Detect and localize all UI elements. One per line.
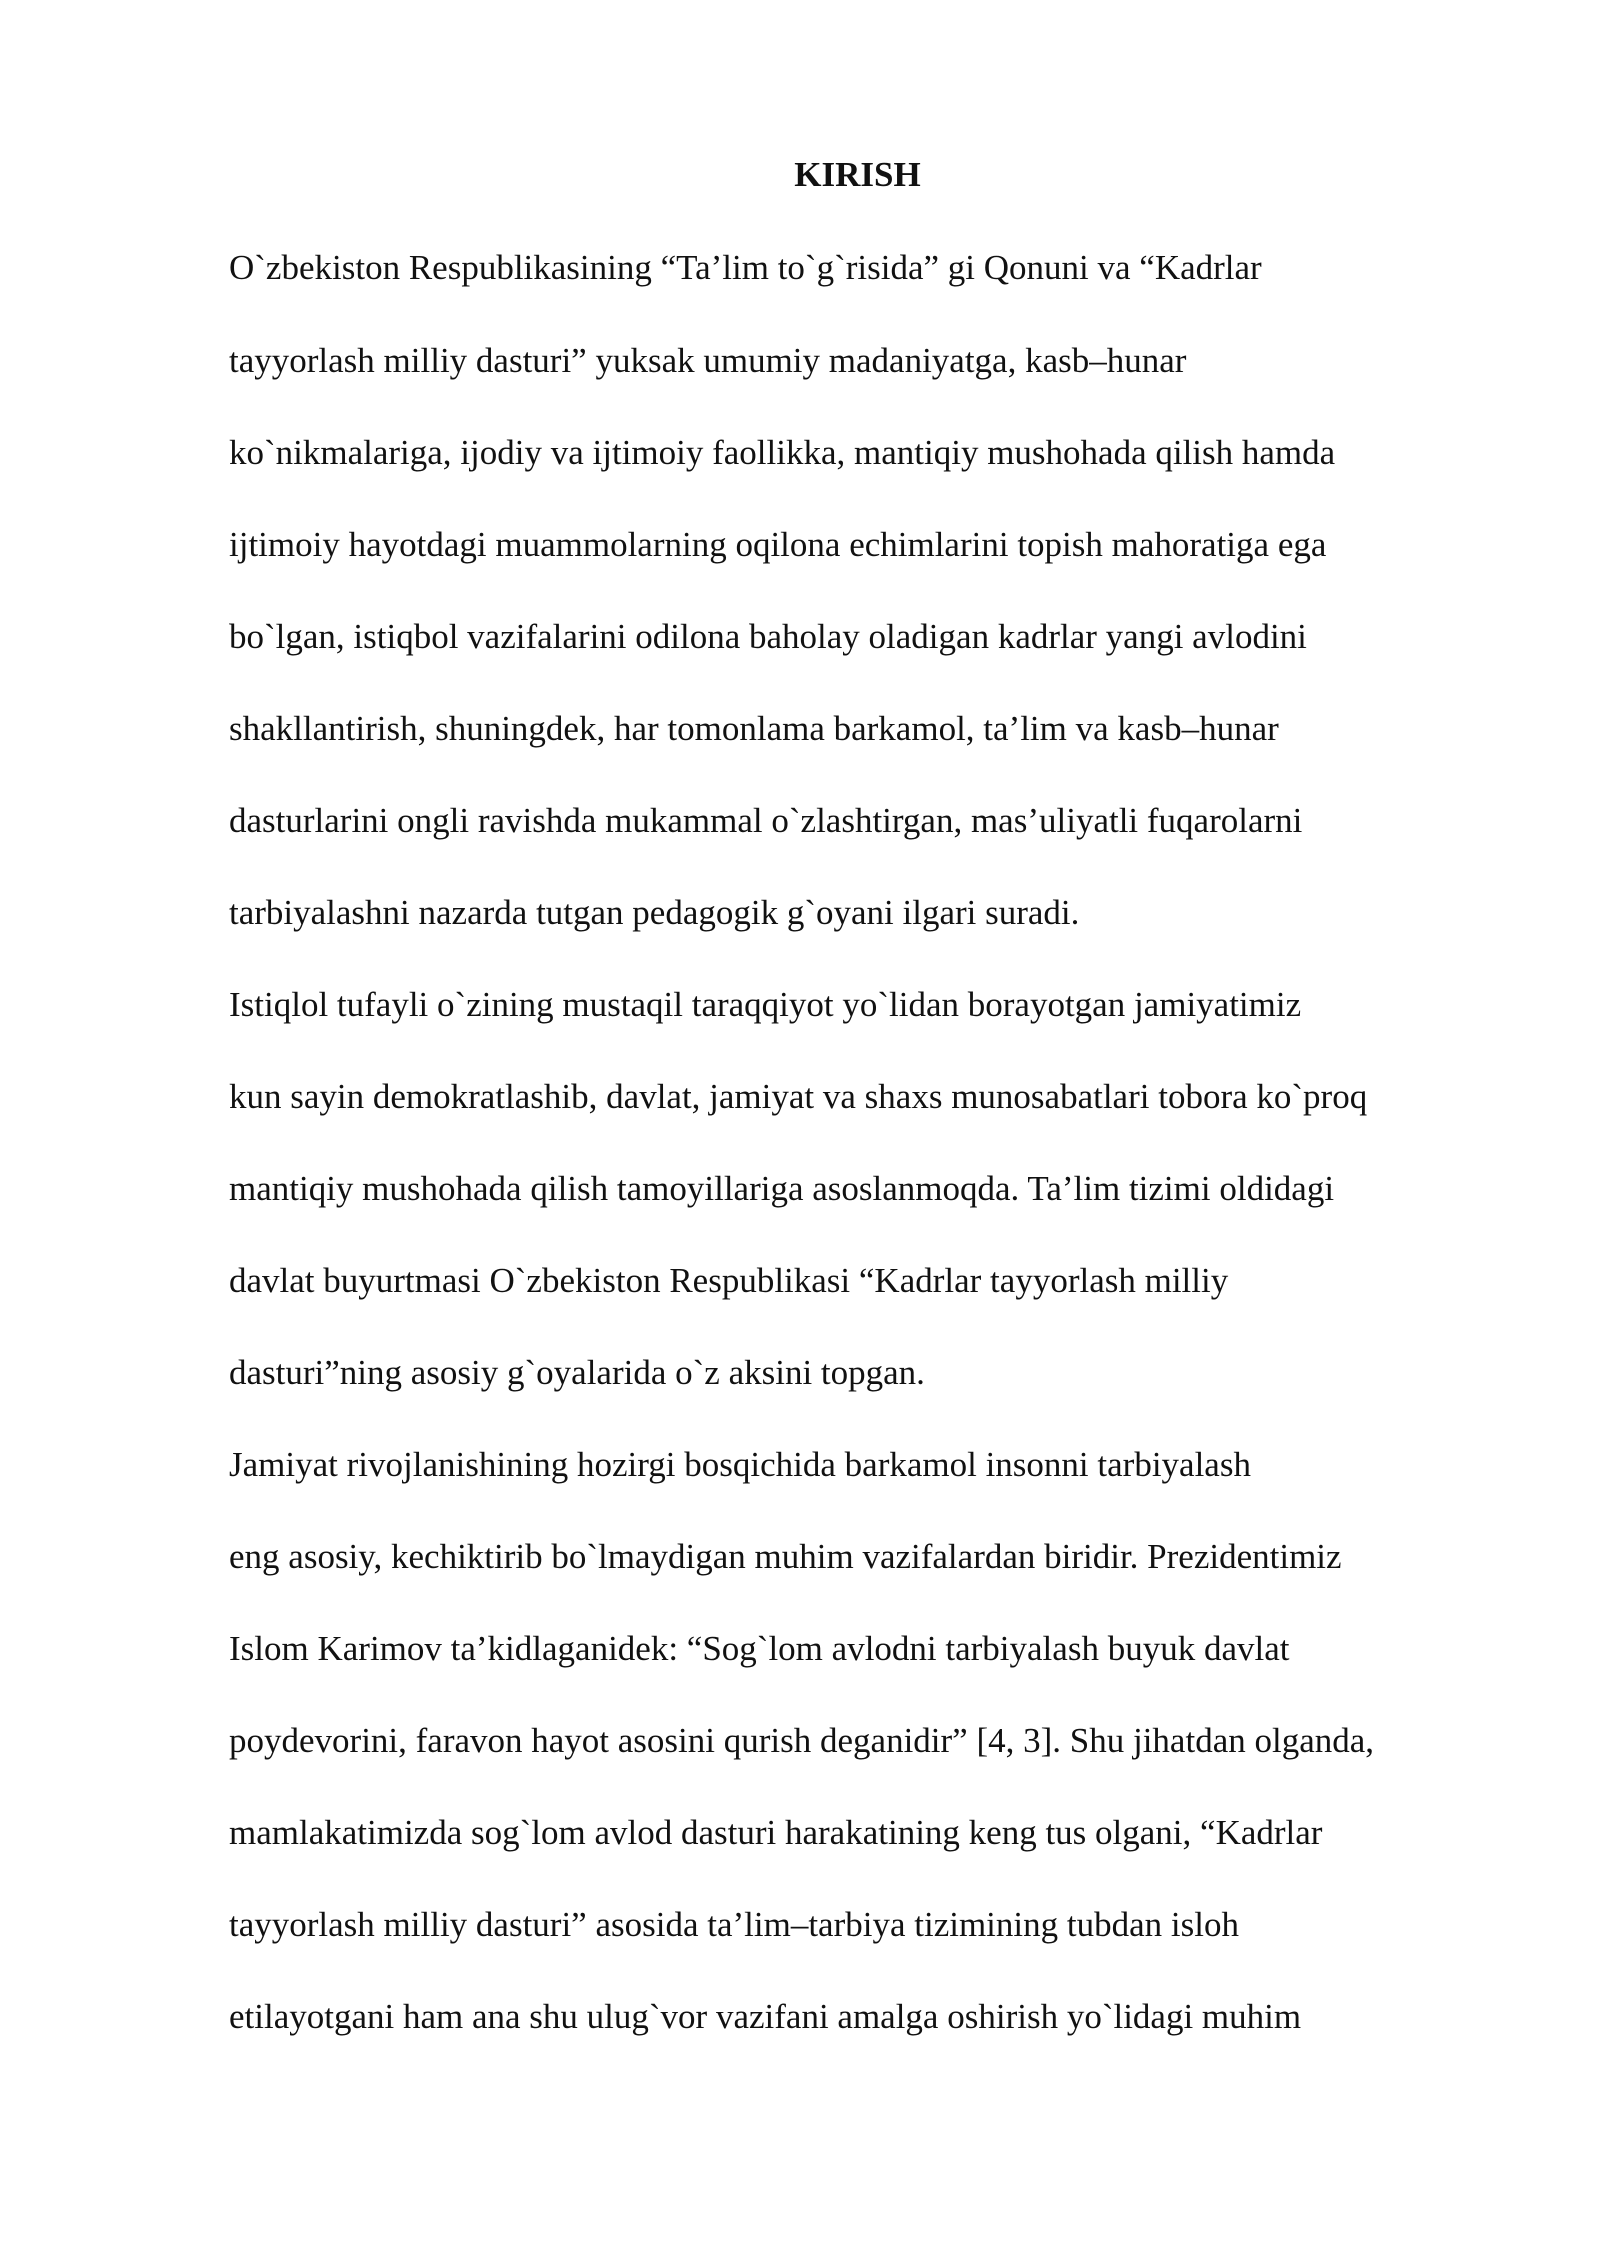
text-line-18: mamlakatimizda sog`lom avlod dasturi harakatining keng tus olgani, “Kadrlar [229, 1813, 1323, 1852]
text-line-19: tayyorlash milliy dasturi” asosida ta’lim–tarbiya tizimining tubdan isloh [229, 1905, 1239, 1944]
text-line-13: dasturi”ning asosiy g`oyalarida o`z aksini topgan. [229, 1353, 925, 1392]
text-line-7: dasturlarini ongli ravishda mukammal o`zlashtirgan, mas’uliyatli fuqarolarni [229, 801, 1303, 840]
text-line-16: Islom Karimov ta’kidlaganidek: “Sog`lom avlodni tarbiyalash buyuk davlat [229, 1629, 1290, 1668]
text-line-3: ko`nikmalariga, ijodiy va ijtimoiy faollikka, mantiqiy mushohada qilish hamda [229, 433, 1336, 472]
text-line-15: eng asosiy, kechiktirib bo`lmaydigan muhim vazifalardan biridir. Prezidentimiz [229, 1537, 1342, 1576]
text-line-2: tayyorlash milliy dasturi” yuksak umumiy madaniyatga, kasb–hunar [229, 341, 1187, 380]
page-title: KIRISH [794, 155, 921, 194]
text-line-5: bo`lgan, istiqbol vazifalarini odilona baholay oladigan kadrlar yangi avlodini [229, 617, 1307, 656]
text-line-6: shakllantirish, shuningdek, har tomonlama barkamol, ta’lim va kasb–hunar [229, 709, 1279, 748]
text-line-20: etilayotgani ham ana shu ulug`vor vazifani amalga oshirish yo`lidagi muhim [229, 1997, 1302, 2036]
text-line-14: Jamiyat rivojlanishining hozirgi bosqichida barkamol insonni tarbiyalash [229, 1445, 1251, 1484]
text-line-4: ijtimoiy hayotdagi muammolarning oqilona echimlarini topish mahoratiga ega [229, 525, 1327, 564]
text-line-1: O`zbekiston Respublikasining “Ta’lim to`g`risida” gi Qonuni va “Kadrlar [229, 248, 1262, 287]
text-line-17: poydevorini, faravon hayot asosini qurish deganidir” [4, 3]. Shu jihatdan olganda, [229, 1721, 1375, 1760]
text-line-12: davlat buyurtmasi O`zbekiston Respublikasi “Kadrlar tayyorlash milliy [229, 1261, 1229, 1300]
text-line-11: mantiqiy mushohada qilish tamoyillariga asoslanmoqda. Ta’lim tizimi oldidagi [229, 1169, 1335, 1208]
text-line-9: Istiqlol tufayli o`zining mustaqil taraqqiyot yo`lidan borayotgan jamiyatimiz [229, 985, 1302, 1024]
text-line-8: tarbiyalashni nazarda tutgan pedagogik g`oyani ilgari suradi. [229, 893, 1080, 932]
text-line-10: kun sayin demokratlashib, davlat, jamiyat va shaxs munosabatlari tobora ko`proq [229, 1077, 1368, 1116]
